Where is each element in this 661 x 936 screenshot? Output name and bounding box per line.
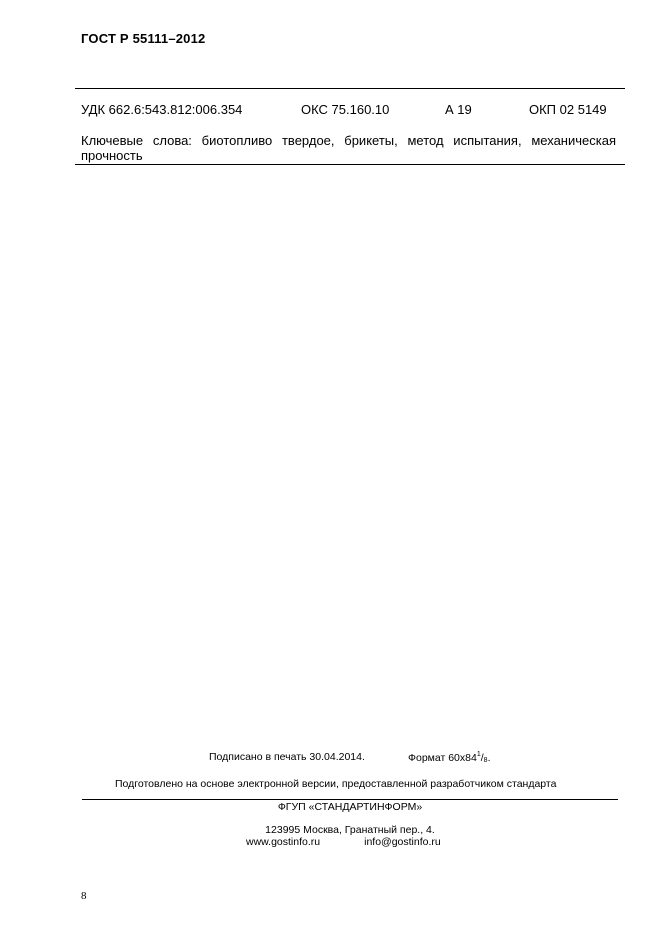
top-divider [75,88,625,89]
email-link[interactable]: info@gostinfo.ru [364,836,441,848]
oks-code: ОКС 75.160.10 [301,102,390,117]
footer-divider [82,799,618,800]
format-prefix: Формат 60х84 [408,752,477,764]
print-format: Формат $60х84^1/_8$. [408,751,491,764]
publisher-name: ФГУП «СТАНДАРТИНФОРМ» [277,801,423,813]
signed-date: Подписано в печать 30.04.2014. [209,751,365,763]
format-numerator: 1 [476,751,481,758]
publisher-block [200,801,500,837]
publisher-address: 123995 Москва, Гранатный пер., 4. [265,823,435,836]
okp-code: ОКП 02 5149 [529,102,607,117]
keywords-divider [75,164,625,165]
publisher-contacts [246,836,441,848]
format-suffix: . [487,752,491,764]
keywords-text: Ключевые слова: биотопливо твердое, брикеты, метод испытания, механическая прочность [81,133,616,163]
document-code: ГОСТ Р 55111–2012 [81,31,206,46]
page-number: 8 [81,890,87,902]
a-code: А 19 [445,102,472,117]
prepared-note: Подготовлено на основе электронной версии, предоставленной разработчиком стандарта [115,778,557,790]
website-link[interactable]: www.gostinfo.ru [246,836,321,848]
format-denominator: 8 [483,757,488,764]
udk-code: УДК 662.6:543.812:006.354 [81,102,243,117]
